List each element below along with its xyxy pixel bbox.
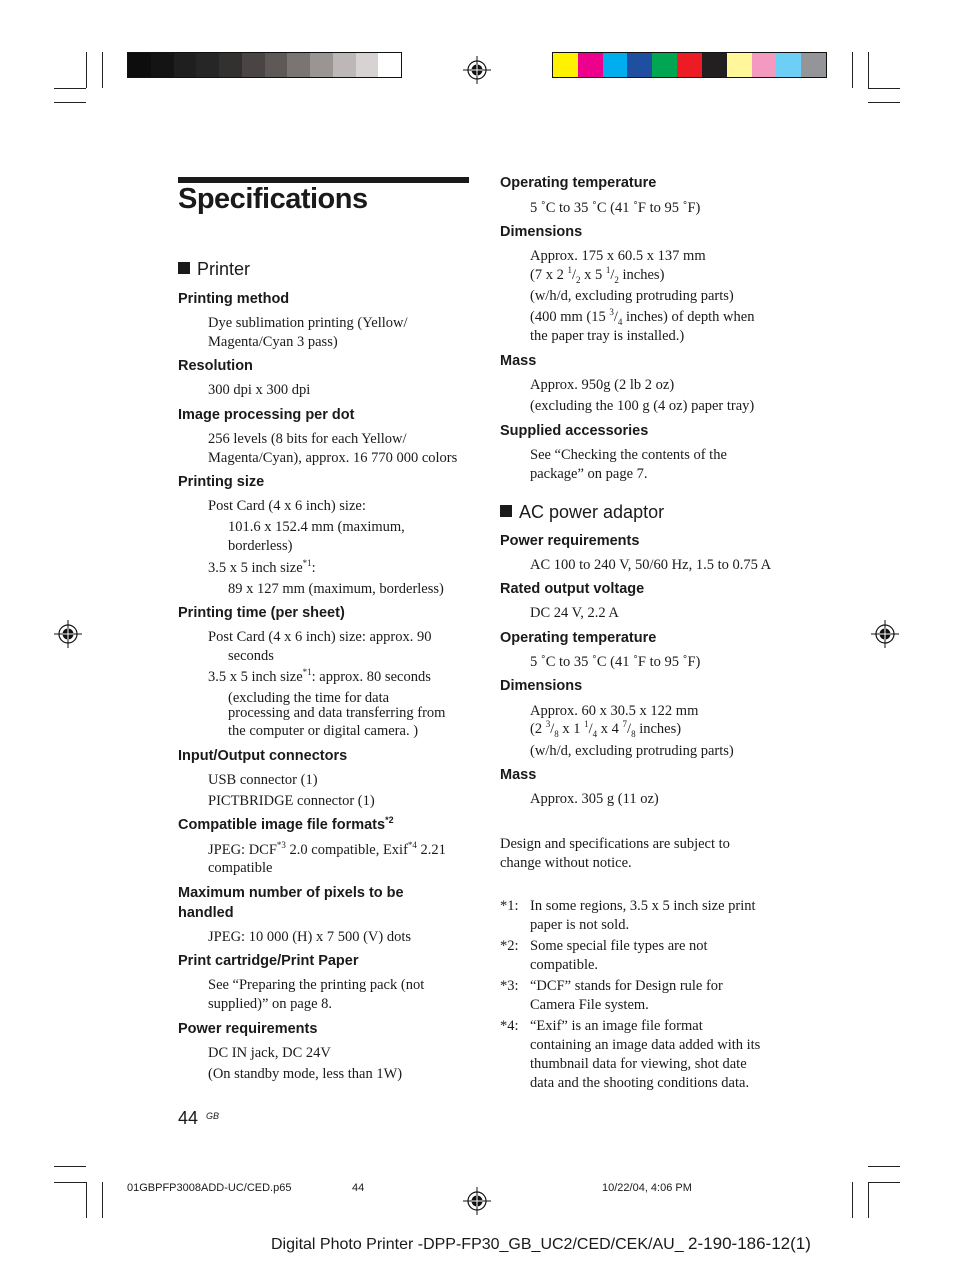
spec-label: Print cartridge/Print Paper: [178, 953, 359, 969]
footnote-text: Some special file types are not: [530, 938, 708, 954]
spec-label: Mass: [500, 767, 537, 783]
spec-value: Post Card (4 x 6 inch) size: approx. 90: [208, 629, 432, 645]
crop-mark: [102, 1182, 103, 1218]
registration-mark-icon: [463, 1187, 491, 1215]
spec-value: 3.5 x 5 inch size$^{*1}$:: [208, 558, 316, 576]
spec-value: Approx. 175 x 60.5 x 137 mm: [530, 248, 706, 264]
crop-mark: [868, 88, 900, 89]
crop-mark: [54, 1166, 86, 1167]
footnote-ref: *1: [302, 667, 312, 678]
spec-label: Maximum number of pixels to be: [178, 885, 404, 901]
footnote-ref: *4: [407, 840, 417, 851]
slug-datetime: 10/22/04, 4:06 PM: [602, 1182, 692, 1194]
spec-value: seconds: [228, 648, 274, 664]
spec-value: (excluding the time for data: [228, 690, 390, 706]
footnote-text: data and the shooting conditions data.: [530, 1075, 750, 1091]
spec-value: compatible: [208, 860, 273, 876]
spec-label: handled: [178, 905, 234, 921]
spec-label: Image processing per dot: [178, 407, 355, 423]
registration-mark-icon: [54, 620, 82, 648]
spec-value: 89 x 127 mm (maximum, borderless): [228, 581, 444, 597]
color-swatch: [801, 53, 826, 77]
square-bullet-icon: [178, 262, 190, 274]
page-title: Specifications: [178, 183, 368, 215]
footnote-text: “DCF” stands for Design rule for: [530, 978, 723, 994]
footnote-ref: *2: [385, 815, 394, 826]
color-swatch: [652, 53, 677, 77]
spec-value: (w/h/d, excluding protruding parts): [530, 288, 734, 304]
spec-value: DC 24 V, 2.2 A: [530, 605, 619, 621]
color-swatch: [603, 53, 628, 77]
spec-value: See “Preparing the printing pack (not: [208, 977, 425, 993]
crop-mark: [868, 1166, 900, 1167]
color-swatch: [356, 53, 379, 77]
slug-filename: 01GBPFP3008ADD-UC/CED.p65: [127, 1182, 292, 1194]
spec-value: the computer or digital camera. ): [228, 723, 419, 739]
spec-value: Magenta/Cyan), approx. 16 770 000 colors: [208, 450, 458, 466]
spec-value: Post Card (4 x 6 inch) size:: [208, 498, 366, 514]
crop-mark: [54, 1182, 86, 1183]
crop-mark: [868, 52, 869, 88]
color-swatch: [128, 53, 151, 77]
crop-mark: [86, 1182, 87, 1218]
spec-value: JPEG: DCF$^{*3}$ 2.0 compatible, Exif$^{*4}$ 2.21: [208, 840, 446, 858]
footnote-text: thumbnail data for viewing, shot date: [530, 1056, 747, 1072]
crop-mark: [102, 52, 103, 88]
spec-value: Magenta/Cyan 3 pass): [208, 334, 338, 350]
color-swatch: [174, 53, 197, 77]
footnote-mark: *1:: [500, 898, 519, 914]
page-number: 44 $^{GB}$: [178, 1108, 220, 1128]
footnote-text: “Exif” is an image file format: [530, 1018, 703, 1034]
spec-value: JPEG: 10 000 (H) x 7 500 (V) dots: [208, 929, 411, 945]
spec-value: supplied)” on page 8.: [208, 996, 333, 1012]
color-swatch: [677, 53, 702, 77]
spec-value: borderless): [228, 538, 293, 554]
spec-value: See “Checking the contents of the: [530, 447, 727, 463]
color-swatch: [378, 53, 401, 77]
color-swatch: [151, 53, 174, 77]
crop-mark: [868, 1182, 869, 1218]
spec-value: 5 ˚C to 35 ˚C (41 ˚F to 95 ˚F): [530, 200, 701, 216]
spec-value: (2 $^3/_8$ x 1 $^1/_4$ x 4 $^7/_8$ inches): [530, 719, 682, 739]
crop-mark: [54, 102, 86, 103]
color-swatch: [727, 53, 752, 77]
color-swatch: [196, 53, 219, 77]
page-language: GB: [206, 1111, 220, 1121]
crop-mark: [54, 88, 86, 89]
spec-label: Operating temperature: [500, 175, 657, 191]
color-swatch: [776, 53, 801, 77]
footnote-text: Camera File system.: [530, 997, 649, 1013]
color-swatch: [310, 53, 333, 77]
spec-value: processing and data transferring from: [228, 705, 446, 721]
spec-label: Dimensions: [500, 224, 583, 240]
spec-value: (excluding the 100 g (4 oz) paper tray): [530, 398, 755, 414]
square-bullet-icon: [500, 505, 512, 517]
spec-value: DC IN jack, DC 24V: [208, 1045, 331, 1061]
slug-product-line: [271, 1234, 811, 1254]
spec-label: Printing time (per sheet): [178, 605, 345, 621]
spec-value: (400 mm (15 $^3/_4$ inches) of depth when: [530, 307, 755, 327]
spec-value: package” on page 7.: [530, 466, 648, 482]
spec-label: Power requirements: [500, 533, 640, 549]
color-swatch: [553, 53, 578, 77]
part-number: 2-190-186-12(1): [688, 1234, 811, 1253]
spec-value: Approx. 950g (2 lb 2 oz): [530, 377, 675, 393]
notice-text: change without notice.: [500, 855, 632, 871]
spec-label: Input/Output connectors: [178, 748, 348, 764]
color-swatch: [702, 53, 727, 77]
spec-label: Compatible image file formats$^{*2}$: [178, 815, 394, 833]
spec-label: Mass: [500, 353, 537, 369]
spec-value: (w/h/d, excluding protruding parts): [530, 743, 734, 759]
footnote-ref: *1: [302, 558, 312, 569]
crop-mark: [868, 102, 900, 103]
footnote-text: containing an image data added with its: [530, 1037, 761, 1053]
gray-color-bar: [127, 52, 402, 78]
adaptor-heading: AC power adaptor: [500, 501, 664, 523]
spec-value: the paper tray is installed.): [530, 328, 685, 344]
footnote-mark: *3:: [500, 978, 519, 994]
footnote-text: In some regions, 3.5 x 5 inch size print: [530, 898, 756, 914]
color-swatch: [242, 53, 265, 77]
spec-value: (On standby mode, less than 1W): [208, 1066, 403, 1082]
color-swatch: [627, 53, 652, 77]
spec-value: Dye sublimation printing (Yellow/: [208, 315, 408, 331]
footnote-ref: *3: [276, 840, 286, 851]
crop-mark: [868, 1182, 900, 1183]
color-swatch: [287, 53, 310, 77]
crop-mark: [852, 1182, 853, 1218]
spec-label: Supplied accessories: [500, 423, 649, 439]
spec-value: AC 100 to 240 V, 50/60 Hz, 1.5 to 0.75 A: [530, 557, 772, 573]
registration-mark-icon: [463, 56, 491, 84]
slug-page: 44: [352, 1182, 365, 1194]
product-name: Digital Photo Printer -DPP-FP30_GB_UC2/CED/CEK/AU_: [271, 1236, 689, 1253]
spec-label: Dimensions: [500, 678, 583, 694]
spec-value: 5 ˚C to 35 ˚C (41 ˚F to 95 ˚F): [530, 654, 701, 670]
spec-value: Approx. 60 x 30.5 x 122 mm: [530, 703, 699, 719]
spec-value: 300 dpi x 300 dpi: [208, 382, 311, 398]
spec-label: Rated output voltage: [500, 581, 645, 597]
spec-value: 101.6 x 152.4 mm (maximum,: [228, 519, 405, 535]
process-color-bar: [552, 52, 827, 78]
spec-value: USB connector (1): [208, 772, 318, 788]
footnote-mark: *2:: [500, 938, 519, 954]
footnote-mark: *4:: [500, 1018, 519, 1034]
crop-mark: [852, 52, 853, 88]
color-swatch: [333, 53, 356, 77]
spec-label: Power requirements: [178, 1021, 318, 1037]
spec-label: Printing method: [178, 291, 290, 307]
color-swatch: [265, 53, 288, 77]
spec-value: PICTBRIDGE connector (1): [208, 793, 375, 809]
notice-text: Design and specifications are subject to: [500, 836, 730, 852]
spec-value: 256 levels (8 bits for each Yellow/: [208, 431, 407, 447]
printer-heading: Printer: [178, 258, 250, 280]
spec-value: (7 x 2 $^1/_2$ x 5 $^1/_2$ inches): [530, 265, 665, 285]
spec-value: Approx. 305 g (11 oz): [530, 791, 659, 807]
spec-label: Resolution: [178, 358, 253, 374]
color-swatch: [578, 53, 603, 77]
spec-value: 3.5 x 5 inch size$^{*1}$: approx. 80 seconds: [208, 667, 431, 685]
crop-mark: [86, 52, 87, 88]
footnote-text: paper is not sold.: [530, 917, 630, 933]
spec-label: Operating temperature: [500, 630, 657, 646]
color-swatch: [219, 53, 242, 77]
color-swatch: [752, 53, 777, 77]
registration-mark-icon: [871, 620, 899, 648]
footnote-text: compatible.: [530, 957, 599, 973]
spec-label: Printing size: [178, 474, 265, 490]
